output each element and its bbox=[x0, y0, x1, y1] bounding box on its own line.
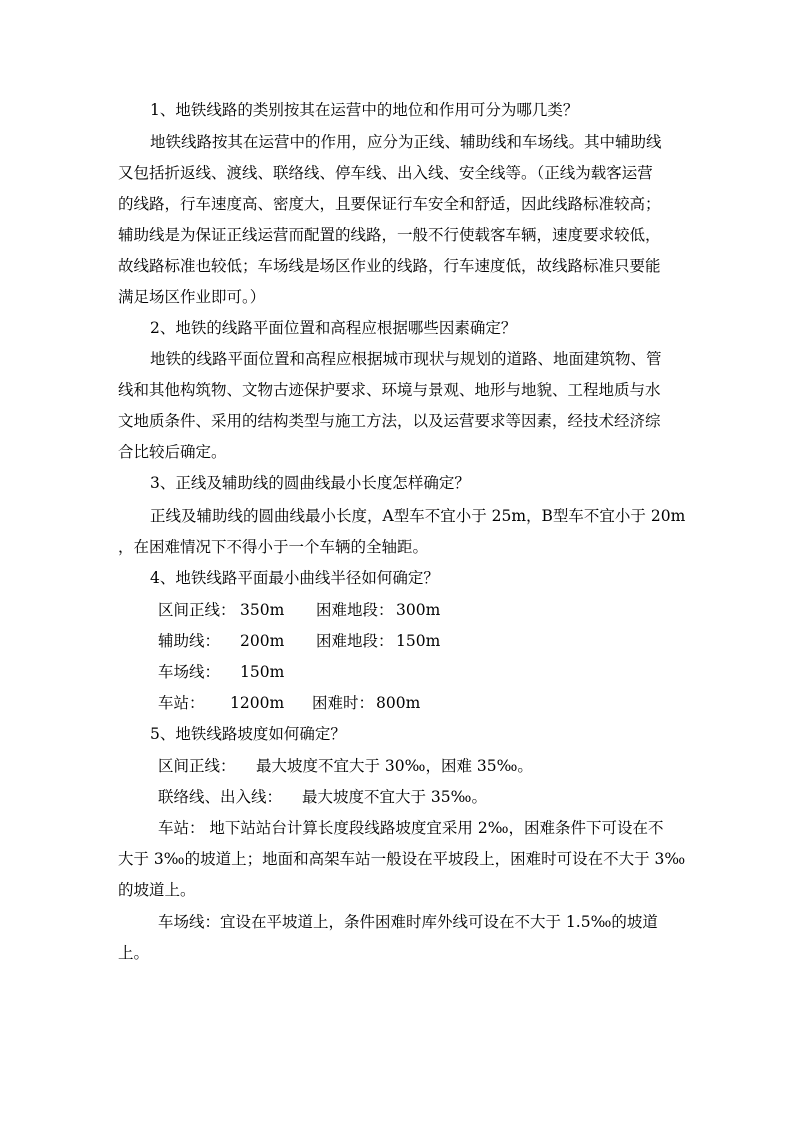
question-1-title: 1、地铁线路的类别按其在运营中的地位和作用可分为哪几类？ bbox=[150, 101, 579, 119]
answer-1-line: 辅助线是为保证正线运营而配置的线路，一般不行使载客车辆，速度要求较低， bbox=[118, 226, 661, 244]
question-4-title: 4、地铁线路平面最小曲线半径如何确定？ bbox=[150, 569, 439, 587]
station-grade-line: 的坡道上。 bbox=[118, 881, 196, 899]
radius-hard-label: 困难时： bbox=[312, 694, 375, 712]
radius-label: 车站： bbox=[158, 694, 205, 712]
station-grade-line: 车站： 地下站站台计算长度段线路坡度宜采用 2‰，困难条件下可设在不 bbox=[158, 819, 664, 837]
answer-2-line: 文地质条件、采用的结构类型与施工方法，以及运营要求等因素，经技术经济综 bbox=[118, 412, 661, 430]
answer-3-line: ，在困难情况下不得小于一个车辆的全轴距。 bbox=[118, 538, 429, 556]
yard-grade-line: 上。 bbox=[118, 944, 150, 962]
grade-label: 区间正线： bbox=[158, 757, 236, 775]
radius-label: 车场线： bbox=[158, 663, 221, 681]
radius-label: 辅助线： bbox=[158, 632, 221, 650]
yard-grade-line: 车场线：宜设在平坡道上，条件困难时库外线可设在不大于 1.5‰的坡道 bbox=[158, 913, 658, 931]
answer-1-line: 满足场区作业即可。） bbox=[118, 288, 266, 306]
answer-2-line: 地铁的线路平面位置和高程应根据城市现状与规划的道路、地面建筑物、管 bbox=[150, 350, 662, 368]
answer-3-line: 正线及辅助线的圆曲线最小长度，A型车不宜小于 25m，B型车不宜小于 20m bbox=[150, 507, 686, 525]
answer-1-line: 的线路，行车速度高、密度大，且要保证行车安全和舒适，因此线路标准较高； bbox=[118, 195, 661, 213]
radius-hard-value: 300m bbox=[396, 601, 441, 619]
question-3-title: 3、正线及辅助线的圆曲线最小长度怎样确定？ bbox=[150, 474, 470, 492]
answer-1-line: 地铁线路按其在运营中的作用，应分为正线、辅助线和车场线。其中辅助线 bbox=[150, 133, 662, 151]
radius-label: 区间正线： bbox=[158, 601, 236, 619]
answer-2-line: 合比较后确定。 bbox=[118, 443, 227, 461]
radius-hard-label: 困难地段： bbox=[316, 632, 394, 650]
radius-hard-label: 困难地段： bbox=[316, 601, 394, 619]
radius-value: 1200m bbox=[230, 694, 285, 712]
radius-hard-value: 800m bbox=[376, 694, 421, 712]
grade-label: 联络线、出入线： bbox=[158, 788, 283, 806]
radius-value: 350m bbox=[240, 601, 285, 619]
answer-1-line: 又包括折返线、渡线、联络线、停车线、出入线、安全线等。（正线为载客运营 bbox=[118, 164, 653, 182]
question-2-title: 2、地铁的线路平面位置和高程应根据哪些因素确定？ bbox=[150, 319, 517, 337]
question-5-title: 5、地铁线路坡度如何确定？ bbox=[150, 725, 346, 743]
grade-text: 最大坡度不宜大于 35‰。 bbox=[302, 788, 487, 806]
station-grade-line: 大于 3‰的坡道上；地面和高架车站一般设在平坡段上，困难时可设在不大于 3‰ bbox=[118, 850, 686, 868]
radius-value: 150m bbox=[240, 663, 285, 681]
answer-2-line: 线和其他构筑物、文物古迹保护要求、环境与景观、地形与地貌、工程地质与水 bbox=[118, 381, 661, 399]
grade-text: 最大坡度不宜大于 30‰，困难 35‰。 bbox=[256, 757, 533, 775]
radius-value: 200m bbox=[240, 632, 285, 650]
answer-1-line: 故线路标准也较低；车场线是场区作业的线路，行车速度低，故线路标准只要能 bbox=[118, 257, 661, 275]
radius-hard-value: 150m bbox=[396, 632, 441, 650]
